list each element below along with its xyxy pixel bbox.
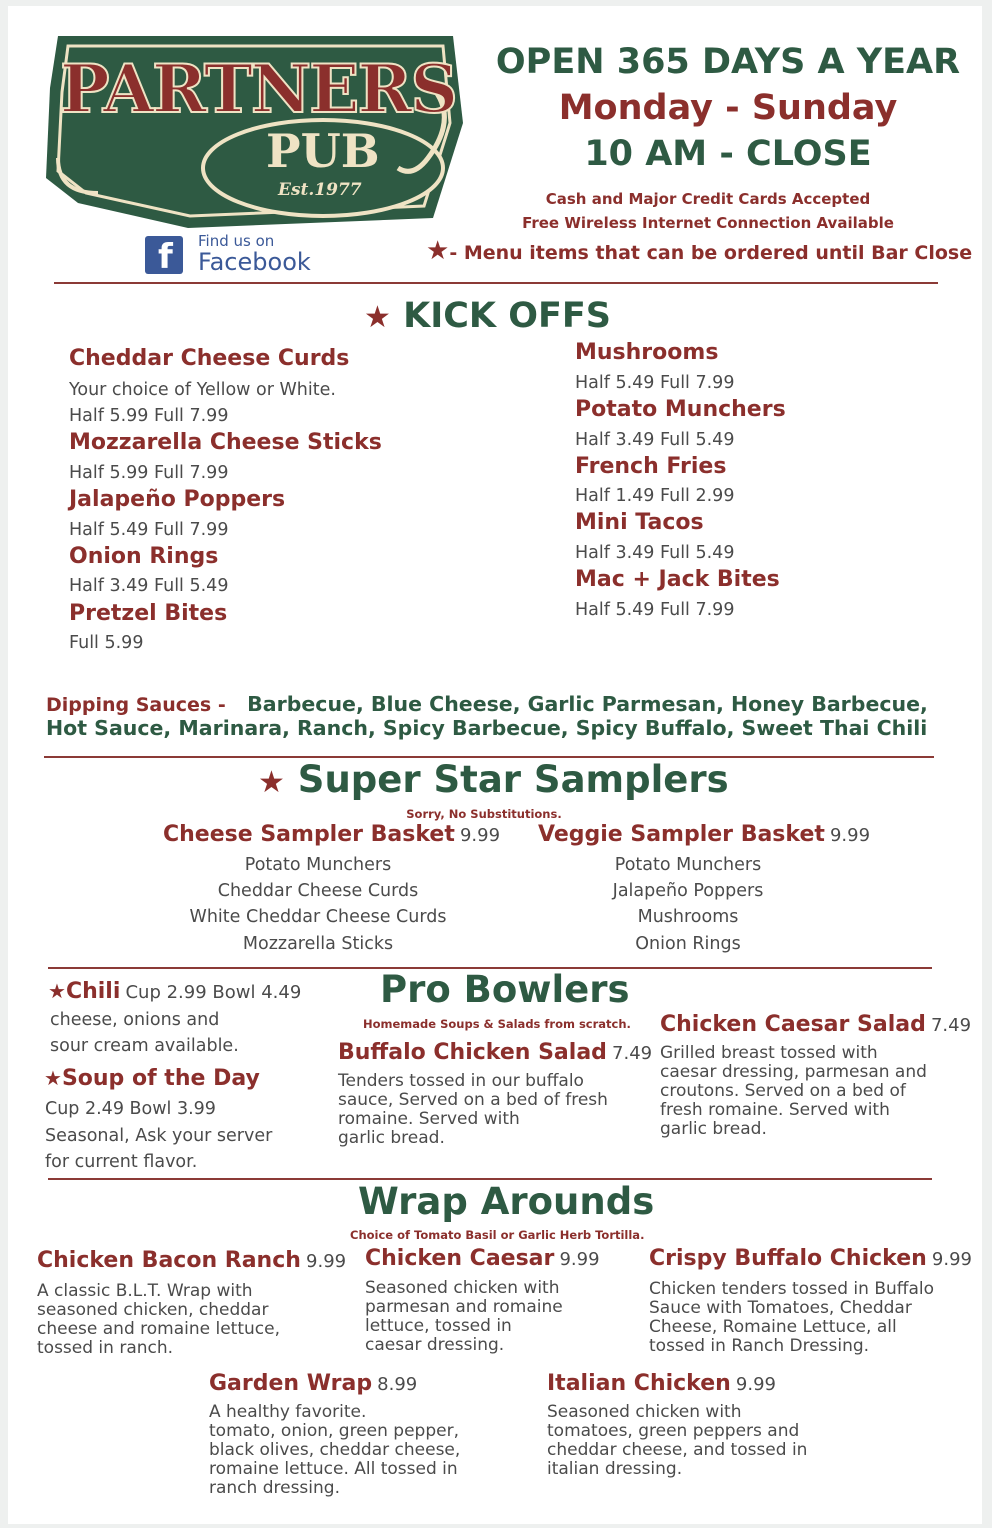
veggie-sampler-name: Veggie Sampler Basket xyxy=(538,822,825,847)
item-potato-munchers: Potato Munchers xyxy=(575,397,786,422)
item-price: Half 3.49 Full 5.49 xyxy=(575,543,735,563)
cheese-sampler-item: Potato Munchers xyxy=(244,855,392,875)
item-price: Half 1.49 Full 2.99 xyxy=(575,486,735,506)
desc-line: romaine lettuce. All tossed in xyxy=(209,1459,458,1479)
chili-name: Chili xyxy=(65,979,121,1004)
item-mini-tacos: Mini Tacos xyxy=(575,510,704,535)
chicken-caesar-salad xyxy=(660,1012,971,1037)
item-price: Half 5.99 Full 7.99 xyxy=(69,463,229,483)
desc-line: garlic bread. xyxy=(660,1119,767,1139)
desc-line: tossed in Ranch Dressing. xyxy=(649,1336,870,1356)
desc-line: italian dressing. xyxy=(547,1459,683,1479)
star-icon: ★ xyxy=(426,236,450,266)
wrap-garden xyxy=(209,1371,417,1396)
desc-line: ranch dressing. xyxy=(209,1478,340,1498)
desc-line: parmesan and romaine xyxy=(365,1297,563,1317)
desc-line: fresh romaine. Served with xyxy=(660,1100,890,1120)
facebook-line1: Find us on xyxy=(198,232,275,250)
veggie-sampler-item: Jalapeño Poppers xyxy=(612,881,764,901)
item-onion-rings: Onion Rings xyxy=(69,544,219,569)
star-icon: ★ xyxy=(364,300,391,335)
logo-est: Est.1977 xyxy=(278,180,362,200)
cheese-sampler-item: White Cheddar Cheese Curds xyxy=(189,907,447,927)
star-icon: ★ xyxy=(44,1066,62,1090)
wrap-italian-chicken xyxy=(547,1371,776,1396)
soup-of-the-day xyxy=(44,1066,260,1091)
desc-line: romaine. Served with xyxy=(338,1109,520,1129)
soup-desc: Seasonal, Ask your server xyxy=(45,1126,273,1146)
samplers-title-text: Super Star Samplers xyxy=(297,758,729,801)
logo-pub: PUB xyxy=(266,124,380,178)
dipping-sauces-line2: Hot Sauce, Marinara, Ranch, Spicy Barbecue, Spicy Buffalo, Sweet Thai Chili xyxy=(46,716,928,740)
caesar-salad-price: 7.49 xyxy=(930,1015,972,1036)
payment-info: Cash and Major Credit Cards Accepted xyxy=(545,190,871,208)
buffalo-salad-name: Buffalo Chicken Salad xyxy=(338,1040,607,1065)
wrap-desc xyxy=(547,1403,807,1479)
cheese-sampler-price: 9.99 xyxy=(459,825,501,846)
item-price: Half 5.49 Full 7.99 xyxy=(575,373,735,393)
item-cheddar-cheese-curds: Cheddar Cheese Curds xyxy=(69,346,350,371)
desc-line: Seasoned chicken with xyxy=(547,1402,742,1422)
wraps-note: Choice of Tomato Basil or Garlic Herb Tortilla. xyxy=(350,1228,645,1242)
caesar-salad-desc xyxy=(660,1044,927,1139)
wraps-title: Wrap Arounds xyxy=(358,1180,655,1223)
veggie-sampler xyxy=(538,822,870,847)
desc-line: Grilled breast tossed with xyxy=(660,1043,878,1063)
star-note xyxy=(426,236,972,266)
item-mozzarella-sticks: Mozzarella Cheese Sticks xyxy=(69,430,382,455)
desc-line: sauce, Served on a bed of fresh xyxy=(338,1090,608,1110)
desc-line: Tenders tossed in our buffalo xyxy=(338,1071,584,1091)
wrap-name: Chicken Bacon Ranch xyxy=(37,1248,301,1273)
open-week: Monday - Sunday xyxy=(558,88,898,128)
dipping-sauces-line1 xyxy=(46,692,928,716)
bowlers-title: Pro Bowlers xyxy=(380,968,630,1011)
open-days: OPEN 365 DAYS A YEAR xyxy=(495,42,961,82)
facebook-icon: f xyxy=(145,236,183,274)
desc-line: tossed in ranch. xyxy=(37,1338,174,1358)
kickoffs-title xyxy=(364,296,611,336)
wifi-info: Free Wireless Internet Connection Available xyxy=(522,214,894,232)
cheese-sampler-item: Mozzarella Sticks xyxy=(242,934,394,954)
chili xyxy=(48,979,301,1004)
desc-line: Seasoned chicken with xyxy=(365,1278,560,1298)
desc-line: A healthy favorite. xyxy=(209,1402,367,1422)
samplers-title xyxy=(258,758,729,801)
caesar-salad-name: Chicken Caesar Salad xyxy=(660,1012,926,1037)
item-mac-jack-bites: Mac + Jack Bites xyxy=(575,567,780,592)
desc-line: Sauce with Tomatoes, Cheddar xyxy=(649,1298,912,1318)
facebook-link[interactable] xyxy=(145,232,325,278)
wrap-name: Italian Chicken xyxy=(547,1371,731,1396)
wrap-desc xyxy=(37,1282,280,1358)
desc-line: lettuce, tossed in xyxy=(365,1316,512,1336)
kickoffs-title-text: KICK OFFS xyxy=(403,296,612,336)
desc-line: caesar dressing, parmesan and xyxy=(660,1062,927,1082)
desc-line: Chicken tenders tossed in Buffalo xyxy=(649,1279,935,1299)
veggie-sampler-item: Potato Munchers xyxy=(614,855,762,875)
desc-line: croutons. Served on a bed of xyxy=(660,1081,906,1101)
item-price: Half 5.49 Full 7.99 xyxy=(575,600,735,620)
chili-desc: sour cream available. xyxy=(50,1036,239,1056)
item-price: Half 3.49 Full 5.49 xyxy=(69,576,229,596)
veggie-sampler-item: Onion Rings xyxy=(635,934,741,954)
veggie-sampler-item: Mushrooms xyxy=(637,907,739,927)
item-desc: Your choice of Yellow or White. xyxy=(69,380,336,400)
wrap-price: 9.99 xyxy=(735,1374,776,1395)
samplers-note: Sorry, No Substitutions. xyxy=(406,807,562,821)
dipping-sauces-list: Barbecue, Blue Cheese, Garlic Parmesan, Honey Barbecue, xyxy=(247,692,928,716)
soup-desc: for current flavor. xyxy=(45,1152,198,1172)
wrap-chicken-bacon-ranch xyxy=(37,1248,346,1273)
wrap-desc xyxy=(209,1403,460,1498)
wrap-price: 8.99 xyxy=(377,1374,418,1395)
item-price: Half 5.49 Full 7.99 xyxy=(69,520,229,540)
veggie-sampler-price: 9.99 xyxy=(829,825,871,846)
wrap-desc xyxy=(365,1279,563,1355)
buffalo-chicken-salad xyxy=(338,1040,652,1065)
logo xyxy=(38,28,468,233)
item-pretzel-bites: Pretzel Bites xyxy=(69,601,228,626)
bowlers-note: Homemade Soups & Salads from scratch. xyxy=(363,1017,631,1031)
desc-line: caesar dressing. xyxy=(365,1335,505,1355)
buffalo-salad-price: 7.49 xyxy=(612,1043,653,1064)
facebook-line2: Facebook xyxy=(198,248,311,276)
desc-line: A classic B.L.T. Wrap with xyxy=(37,1281,253,1301)
chili-price: Cup 2.99 Bowl 4.49 xyxy=(125,982,302,1003)
logo-name: PARTNERS xyxy=(60,50,456,128)
item-price: Half 3.49 Full 5.49 xyxy=(575,430,735,450)
wrap-name: Garden Wrap xyxy=(209,1371,373,1396)
desc-line: garlic bread. xyxy=(338,1128,445,1148)
wrap-price: 9.99 xyxy=(559,1249,600,1270)
desc-line: tomato, onion, green pepper, xyxy=(209,1421,459,1441)
divider-1 xyxy=(54,282,938,284)
cheese-sampler-item: Cheddar Cheese Curds xyxy=(217,881,419,901)
item-price: Full 5.99 xyxy=(69,633,144,653)
desc-line: cheddar cheese, and tossed in xyxy=(547,1440,808,1460)
item-jalapeno-poppers: Jalapeño Poppers xyxy=(69,487,286,512)
item-price: Half 5.99 Full 7.99 xyxy=(69,406,229,426)
wrap-name: Crispy Buffalo Chicken xyxy=(649,1246,927,1271)
soup-price: Cup 2.49 Bowl 3.99 xyxy=(45,1099,216,1119)
cheese-sampler xyxy=(163,822,500,847)
wrap-price: 9.99 xyxy=(931,1249,972,1270)
desc-line: Cheese, Romaine Lettuce, all xyxy=(649,1317,897,1337)
star-icon: ★ xyxy=(48,979,66,1003)
dipping-sauces-label: Dipping Sauces - xyxy=(46,694,226,716)
open-hours: 10 AM - CLOSE xyxy=(584,134,872,174)
wrap-desc xyxy=(649,1280,934,1356)
cheese-sampler-name: Cheese Sampler Basket xyxy=(163,822,455,847)
menu-page xyxy=(8,6,982,1524)
soup-name: Soup of the Day xyxy=(61,1066,260,1091)
desc-line: black olives, cheddar cheese, xyxy=(209,1440,461,1460)
desc-line: seasoned chicken, cheddar xyxy=(37,1300,269,1320)
wrap-name: Chicken Caesar xyxy=(365,1246,555,1271)
desc-line: cheese and romaine lettuce, xyxy=(37,1319,280,1339)
chili-desc: cheese, onions and xyxy=(50,1010,220,1030)
wrap-crispy-buffalo-chicken xyxy=(649,1246,972,1271)
item-french-fries: French Fries xyxy=(575,454,727,479)
buffalo-salad-desc xyxy=(338,1072,608,1148)
item-mushrooms: Mushrooms xyxy=(575,340,719,365)
desc-line: tomatoes, green peppers and xyxy=(547,1421,800,1441)
star-note-text: - Menu items that can be ordered until Bar Close xyxy=(449,242,973,264)
wrap-chicken-caesar xyxy=(365,1246,600,1271)
wrap-price: 9.99 xyxy=(306,1251,347,1272)
star-icon: ★ xyxy=(258,765,285,800)
